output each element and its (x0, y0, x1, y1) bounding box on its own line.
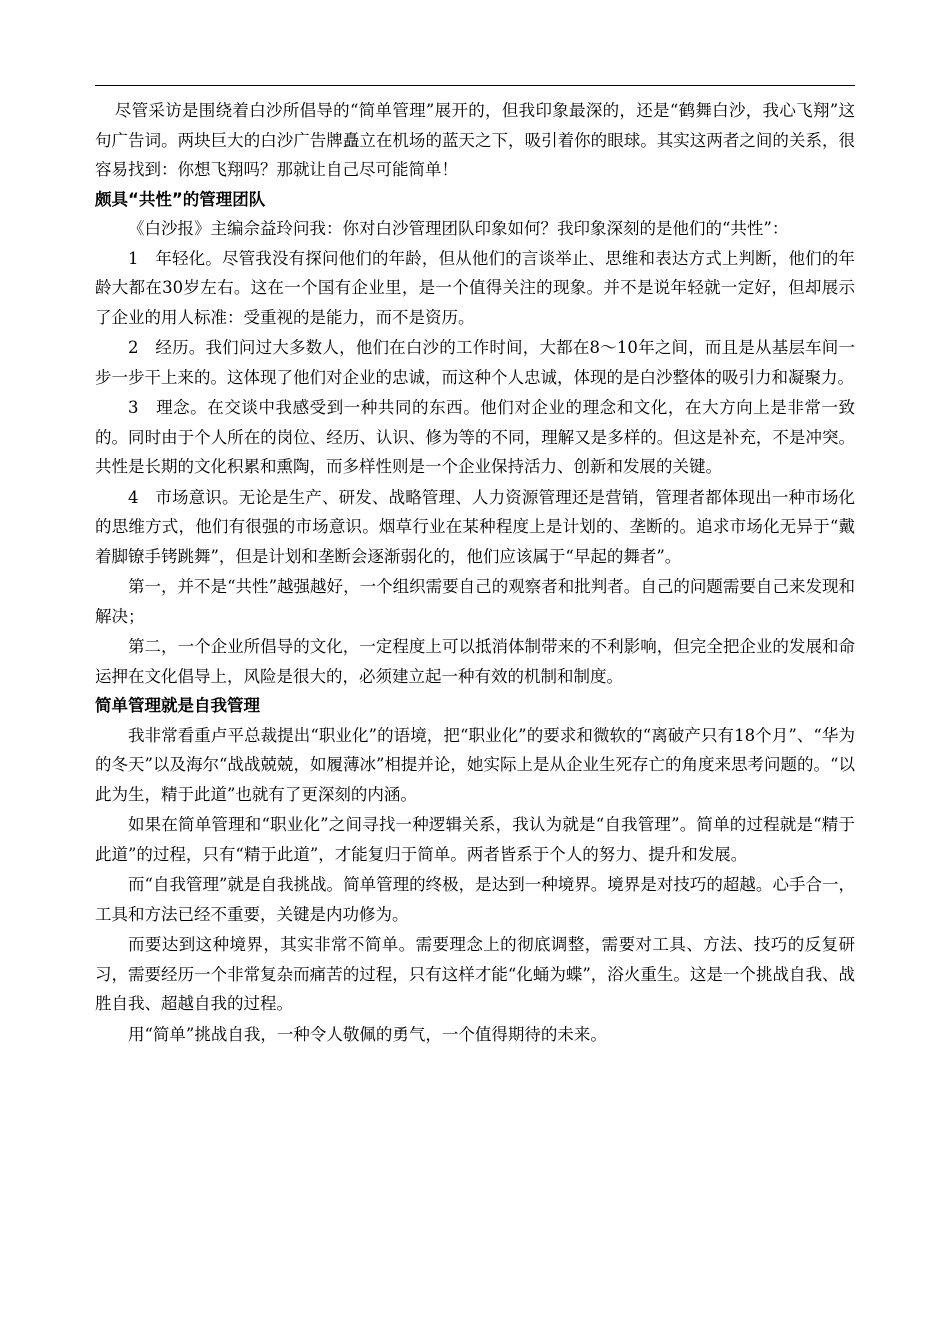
point-experience-paragraph: 2 经历。我们问过大多数人，他们在白沙的工作时间，大都在8～10年之间，而且是从基层车间一步一步干上来的。这体现了他们对企业的忠诚，而这种个人忠诚，体现的是白沙整体的吸引力和凝聚力。 (95, 338, 855, 387)
closing-paragraph: 用“简单”挑战自我，一种令人敬佩的勇气，一个值得期待的未来。 (128, 1024, 607, 1044)
section-heading-self-management: 简单管理就是自我管理 (95, 696, 260, 715)
header-rule (95, 85, 855, 86)
logic-paragraph: 如果在简单管理和“职业化”之间寻找一种逻辑关系，我认为就是“自我管理”。简单的过程就是“精于此道”的过程，只有“精于此道”，才能复归于简单。两者皆系于个人的努力、提升和发展。 (95, 815, 855, 864)
intro-paragraph: 尽管采访是围绕着白沙所倡导的“简单管理”展开的，但我印象最深的，还是“鹤舞白沙，我心飞翔”这句广告词。两块巨大的白沙广告牌矗立在机场的蓝天之下，吸引着你的眼球。其实这两者之间的关系，很容易找到：你想飞翔吗？那就让自己尽可能简单！ (95, 101, 855, 179)
section1-lead-paragraph: 《白沙报》主编佘益玲问我：你对白沙管理团队印象如何？我印象深刻的是他们的“共性”： (128, 219, 789, 238)
first-note-paragraph: 第一，并不是“共性”越强越好，一个组织需要自己的观察者和批判者。自己的问题需要自己来发现和解决； (95, 577, 855, 626)
self-challenge-paragraph: 而“自我管理”就是自我挑战。简单管理的终极，是达到一种境界。境界是对技巧的超越。心手合一，工具和方法已经不重要，关键是内功修为。 (95, 875, 855, 924)
second-note-paragraph: 第二，一个企业所倡导的文化，一定程度上可以抵消体制带来的不利影响，但完全把企业的发展和命运押在文化倡导上，风险是很大的，必须建立起一种有效的机制和制度。 (95, 637, 855, 686)
point-market-paragraph: 4 市场意识。无论是生产、研发、战略管理、人力资源管理还是营销，管理者都体现出一种市场化的思维方式，他们有很强的市场意识。烟草行业在某种程度上是计划的、垄断的。追求市场化无异于“戴着脚镣手铐跳舞”，但是计划和垄断会逐渐弱化的，他们应该属于“早起的舞者”。 (95, 487, 855, 566)
section-heading-team: 颇具“共性”的管理团队 (95, 189, 266, 209)
article-body (95, 96, 855, 1049)
point-youth-paragraph: 1 年轻化。尽管我没有探问他们的年龄，但从他们的言谈举止、思维和表达方式上判断，他们的年龄大都在30岁左右。这在一个国有企业里，是一个值得关注的现象。并不是说年轻就一定好，但却展示了企业的用人标准：受重视的是能力，而不是资历。 (95, 248, 855, 327)
document-page (95, 0, 855, 1344)
professionalism-paragraph: 我非常看重卢平总裁提出“职业化”的语境，把“职业化”的要求和微软的“离破产只有18个月”、“华为的冬天”以及海尔“战战兢兢，如履薄冰”相提并论，她实际上是从企业生死存亡的角度来思考问题的。“以此为生，精于此道”也就有了更深刻的内涵。 (95, 725, 855, 804)
point-concept-paragraph: 3 理念。在交谈中我感受到一种共同的东西。他们对企业的理念和文化，在大方向上是非常一致的。同时由于个人所在的岗位、经历、认识、修为等的不同，理解又是多样的。但这是补充，不是冲突。共性是长期的文化积累和熏陶，而多样性则是一个企业保持活力、创新和发展的关键。 (95, 398, 855, 476)
realm-paragraph: 而要达到这种境界，其实非常不简单。需要理念上的彻底调整，需要对工具、方法、技巧的反复研习，需要经历一个非常复杂而痛苦的过程，只有这样才能“化蛹为蝶”，浴火重生。这是一个挑战自我、战胜自我、超越自我的过程。 (95, 935, 855, 1013)
